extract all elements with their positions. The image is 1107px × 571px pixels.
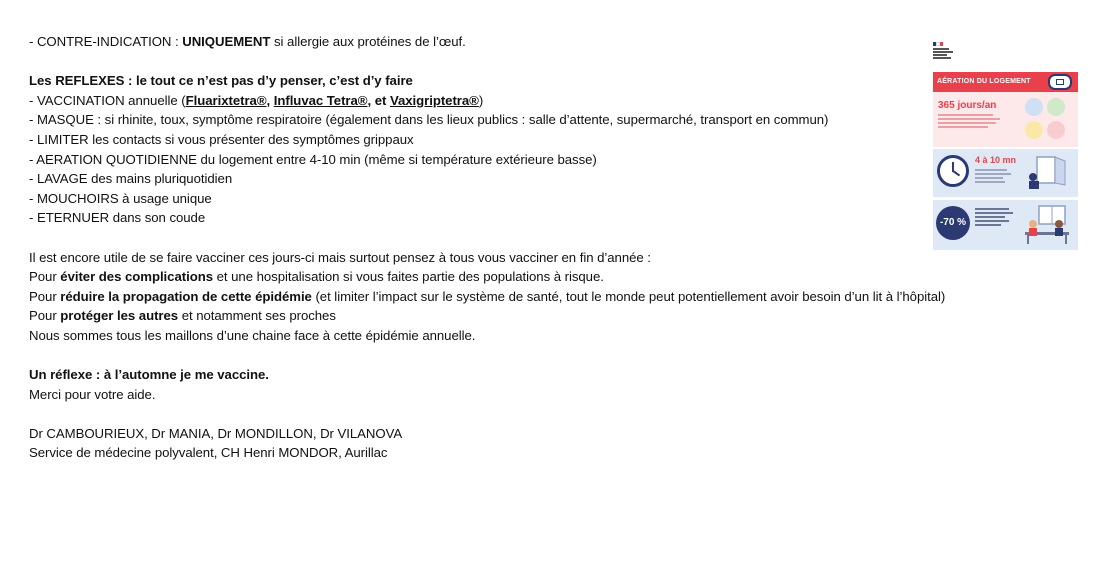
reflexes-title: Les REFLEXES : le tout ce n’est pas d’y penser, c’est d’y faire (29, 73, 413, 89)
republique-francaise-logo (933, 42, 955, 66)
stat-days: 365 jours/an (938, 100, 997, 111)
mouchoirs-line: - MOUCHOIRS à usage unique (29, 190, 212, 206)
infographic-panel-days (933, 92, 1078, 147)
thanks-line: Merci pour votre aide. (29, 386, 156, 402)
reason-propagation: Pour réduire la propagation de cette épidémie (et limiter l’impact sur le système de santé, tout le monde peut potentiellement avoir besoin d’un lit à l’hôpital) (29, 288, 946, 304)
reason-proteger: Pour protéger les autres et notamment ses proches (29, 308, 336, 324)
chain-sentence: Nous sommes tous les maillons d’une chaine face à cette épidémie annuelle. (29, 327, 476, 343)
stat-reduction: -70 % (936, 206, 970, 240)
signature-service: Service de médecine polyvalent, CH Henri MONDOR, Aurillac (29, 445, 388, 461)
window-icon (1048, 74, 1072, 90)
aeration-line: - AERATION QUOTIDIENNE du logement entre 4-10 min (même si température extérieure basse) (29, 151, 597, 167)
intro-paragraph: Il est encore utile de se faire vacciner ces jours-ci mais surtout pensez à tous vous vacciner en fin d’année : (29, 249, 651, 265)
leaf-icon (1047, 98, 1065, 116)
snowflake-icon (1025, 98, 1043, 116)
vaccine-link-influvac[interactable]: Influvac Tetra® (273, 92, 368, 108)
signature-names: Dr CAMBOURIEUX, Dr MANIA, Dr MONDILLON, Dr VILANOVA (29, 425, 403, 441)
autumn-leaf-icon (1047, 121, 1065, 139)
vaccination-line: - VACCINATION annuelle (Fluarixtetra®, Influvac Tetra®, et Vaxigriptetra®) (29, 92, 484, 108)
clock-icon (937, 155, 969, 187)
stat-duration: 4 à 10 mn (975, 155, 1017, 165)
infographic-panel-reduction (933, 200, 1078, 250)
limiter-line: - LIMITER les contacts si vous présenter des symptômes grippaux (29, 131, 414, 147)
aeration-infographic (933, 42, 1078, 250)
closing-reflex: Un réflexe : à l’automne je me vaccine. (29, 367, 269, 383)
reason-complications: Pour éviter des complications et une hospitalisation si vous faites partie des populations à risque. (29, 269, 604, 285)
sun-icon (1025, 121, 1043, 139)
vaccine-link-fluarixtetra[interactable]: Fluarixtetra® (185, 92, 267, 108)
office-illustration (1017, 204, 1073, 246)
document-body (29, 32, 1029, 463)
infographic-panel-duration (933, 149, 1078, 197)
lavage-line: - LAVAGE des mains pluriquotidien (29, 171, 233, 187)
masque-line: - MASQUE : si rhinite, toux, symptôme respiratoire (également dans les lieux publics : salle d’attente, supermarché, transport en commun) (29, 112, 829, 128)
infographic-header: AÉRATION DU LOGEMENT (933, 72, 1078, 92)
vaccine-link-vaxigriptetra[interactable]: Vaxigriptetra® (389, 92, 479, 108)
contra-indication-line: - CONTRE-INDICATION : UNIQUEMENT si allergie aux protéines de l’œuf. (29, 34, 466, 49)
open-window-illustration (1023, 155, 1069, 191)
eternuer-line: - ETERNUER dans son coude (29, 210, 206, 226)
